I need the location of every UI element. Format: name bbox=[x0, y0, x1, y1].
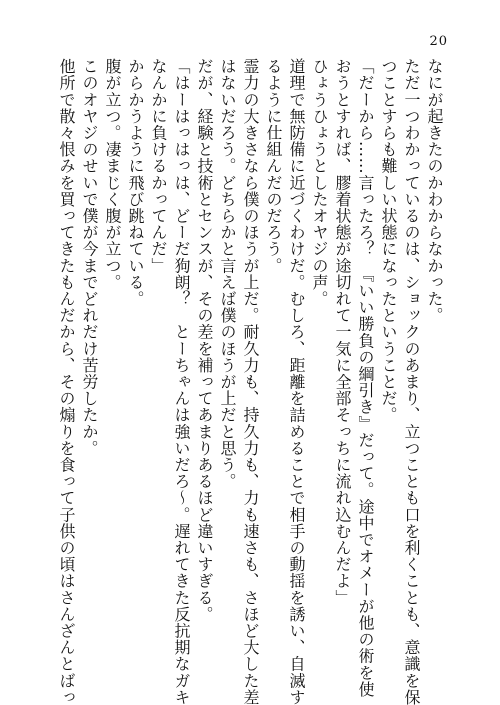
text-line: からかうように飛び跳ねている。 bbox=[126, 58, 145, 307]
text-line: おうとすれば、膠着状態が途切れて一気に全部そっちに流れ込むんだよ」 bbox=[333, 58, 352, 606]
text-line: 霊力の大きさなら僕のほうが上だ。耐久力も、持久力も、力も速さも、さほど大した差 bbox=[241, 58, 260, 705]
text-line: 他所で散々恨みを買ってきたもんだから、その煽りを食って子供の頃はさんざんとばっ bbox=[57, 58, 76, 705]
text-line: 「だーから……言ったろ？ 『いい勝負の綱引き』だって。途中でオメーが他の術を使 bbox=[356, 58, 375, 698]
body-text bbox=[46, 58, 446, 705]
page-number: 20 bbox=[429, 34, 448, 49]
text-line: つことすらも難しい状態になったということだ。 bbox=[379, 58, 398, 424]
text-line: 道理で無防備に近づくわけだ。むしろ、距離を詰めることで相手の動揺を誘い、自滅す bbox=[287, 58, 306, 705]
text-line: ひょうひょうとしたオヤジの声。 bbox=[310, 58, 329, 307]
text-line: なんかに負けるかってんだ」 bbox=[149, 58, 168, 274]
text-line: 腹が立つ。凄まじく腹が立つ。 bbox=[103, 58, 122, 291]
text-line: るように仕組んだのだろう。 bbox=[264, 58, 283, 274]
text-line: だが、経験と技術とセンスが、その差を補ってあまりあるほど違いすぎる。 bbox=[195, 58, 214, 623]
text-line: はないだろう。どちらかと言えば僕のほうが上だと思う。 bbox=[218, 58, 237, 490]
text-line: ただ一つわかっているのは、ショックのあまり、立つことも口を利くことも、意識を保 bbox=[402, 58, 421, 705]
text-line: 「はーはっはっは、どーだ狗朗？ とーちゃんは強いだろ〜。遅れてきた反抗期なガキ bbox=[172, 58, 191, 705]
text-line: このオヤジのせいで僕が今までどれだけ苦労したか。 bbox=[80, 58, 99, 457]
text-line: なにが起きたのかわからなかった。 bbox=[425, 58, 444, 324]
